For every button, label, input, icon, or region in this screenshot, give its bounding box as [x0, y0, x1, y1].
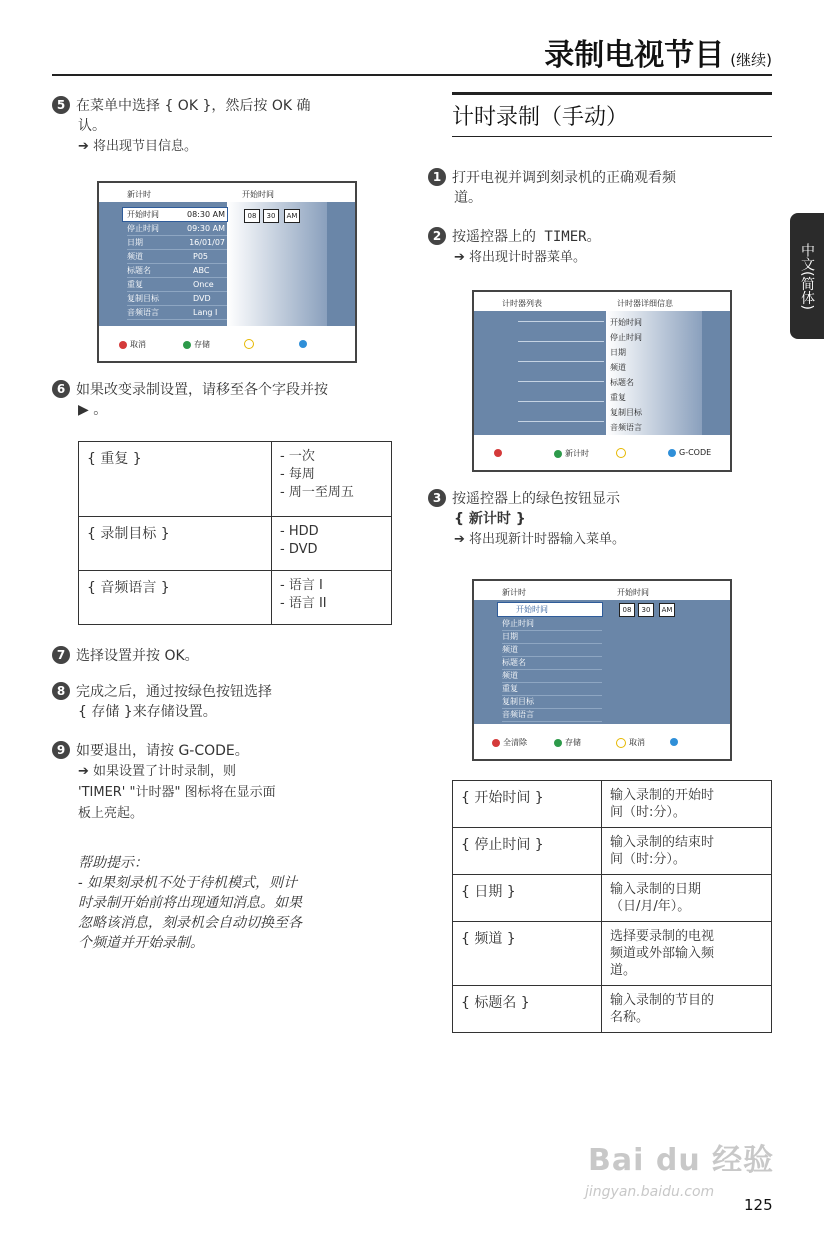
screen-col2: 计时器详细信息: [617, 299, 673, 308]
table-key: { 重复 }: [79, 442, 272, 517]
screen-footer: [474, 440, 730, 470]
menu-item[interactable]: 复制目标 DVD: [127, 292, 227, 306]
timer-detail-list: 开始时间 停止时间 日期 频道 标题名 重复 复制目标 音频语言: [610, 318, 642, 432]
red-dot-icon: [494, 449, 502, 457]
step-arrow: ➔ 如果设置了计时录制，则: [78, 764, 237, 779]
step-text: 在菜单中选择 { OK }，然后按 OK 确: [76, 98, 311, 114]
step-2: [428, 227, 773, 268]
step-text-cont: ▶ 。: [78, 402, 108, 418]
step-text-cont: 认。: [78, 118, 106, 134]
menu-item[interactable]: 日期 16/01/07: [127, 236, 227, 250]
screen-footer: [99, 331, 355, 361]
screen-header: [99, 185, 355, 199]
new-timer-input-screen: [472, 579, 732, 761]
step-number: 5: [52, 96, 70, 114]
menu-item-selected[interactable]: 开始时间 08:30 AM: [122, 207, 228, 222]
menu-item[interactable]: 日期: [502, 630, 602, 644]
green-dot-icon: [554, 739, 562, 747]
step-number: 6: [52, 380, 70, 398]
list-line: [518, 421, 604, 422]
green-option[interactable]: 新计时: [554, 448, 589, 459]
menu-item[interactable]: 停止时间 09:30 AM: [127, 222, 227, 236]
menu-item[interactable]: 频道: [502, 643, 602, 657]
step-5: [52, 96, 402, 157]
list-line: [518, 361, 604, 362]
minute-box[interactable]: 30: [263, 209, 279, 223]
tip-line: 个频道并开始录制。: [78, 935, 204, 951]
table-key: { 频道 }: [453, 922, 602, 986]
table-key: { 标题名 }: [453, 986, 602, 1033]
step-text: 选择设置并按 OK。: [76, 648, 199, 664]
table-key: { 日期 }: [453, 875, 602, 922]
step-number: 3: [428, 489, 446, 507]
step-text-cont: 道。: [454, 190, 482, 206]
green-dot-icon: [554, 450, 562, 458]
yellow-option[interactable]: [616, 448, 629, 458]
step-text: 完成之后，通过按绿色按钮选择: [76, 684, 272, 700]
table-key: { 音频语言 }: [79, 571, 272, 625]
screen-body: [474, 600, 730, 724]
red-dot-icon: [492, 739, 500, 747]
hour-box[interactable]: 08: [619, 603, 635, 617]
red-option[interactable]: 全清除: [492, 737, 527, 748]
tip-line: - 如果刻录机不处于待机模式，则计: [78, 875, 298, 891]
screen-body: [474, 311, 730, 435]
ampm-box[interactable]: AM: [659, 603, 675, 617]
menu-item[interactable]: 重复: [502, 682, 602, 696]
table-value: 输入录制的节目的 名称。: [602, 986, 772, 1033]
yellow-dot-icon: [244, 339, 254, 349]
red-dot-icon: [119, 341, 127, 349]
tip-title: 帮助提示：: [78, 855, 148, 871]
screen-body: [99, 202, 355, 326]
new-timer-screen: [97, 181, 357, 363]
step-number: 8: [52, 682, 70, 700]
step-6: [52, 380, 402, 420]
red-option[interactable]: [494, 448, 505, 457]
help-tip: [78, 853, 398, 953]
step-number: 1: [428, 168, 446, 186]
table-value: 选择要录制的电视 频道或外部输入频 道。: [602, 922, 772, 986]
step-text: 按遥控器上的绿色按钮显示: [452, 491, 620, 507]
table-values: - HDD - DVD: [272, 517, 392, 571]
green-option[interactable]: 存储: [183, 339, 210, 350]
step-text: 如要退出，请按 G-CODE。: [76, 743, 249, 759]
table-row: [453, 875, 772, 922]
step-7: [52, 646, 402, 666]
step-9: [52, 741, 402, 824]
menu-item[interactable]: 标题名 ABC: [127, 264, 227, 278]
screen-header: [474, 583, 730, 597]
table-row: [453, 922, 772, 986]
baidu-watermark: Bai du 经验: [588, 1143, 775, 1178]
table-key: { 录制目标 }: [79, 517, 272, 571]
ampm-box[interactable]: AM: [284, 209, 300, 223]
page-number: 125: [744, 1196, 773, 1214]
step-text: 如果改变录制设置，请移至各个字段并按: [76, 382, 328, 398]
step-text: 按遥控器上的 TIMER。: [452, 229, 601, 245]
step-number: 7: [52, 646, 70, 664]
blue-option[interactable]: [299, 339, 310, 348]
step-number: 9: [52, 741, 70, 759]
hour-box[interactable]: 08: [244, 209, 260, 223]
language-tab: 中文(简体): [790, 213, 824, 339]
title-subtitle: (继续): [730, 51, 772, 69]
step-number: 2: [428, 227, 446, 245]
yellow-option[interactable]: 取消: [616, 737, 645, 748]
menu-item[interactable]: 音频语言: [502, 708, 602, 722]
timer-list-screen: [472, 290, 732, 472]
fields-table: [452, 780, 772, 1033]
screen-col2: 开始时间: [242, 190, 274, 199]
section-title: 计时录制（手动）: [452, 105, 629, 130]
table-value: 输入录制的结束时 间（时:分）。: [602, 828, 772, 875]
step-text-cont: { 新计时 }: [454, 511, 526, 527]
list-line: [518, 341, 604, 342]
section-rule-top: [452, 92, 772, 95]
watermark-url: jingyan.baidu.com: [585, 1184, 715, 1200]
yellow-dot-icon: [616, 738, 626, 748]
menu-item[interactable]: 停止时间: [502, 617, 602, 631]
yellow-dot-icon: [616, 448, 626, 458]
screen-header: [474, 294, 730, 308]
screen-col1: 新计时: [502, 588, 526, 597]
table-row: [453, 781, 772, 828]
table-row: [79, 571, 392, 625]
section-rule-bottom: [452, 136, 772, 137]
table-row: [79, 442, 392, 517]
screen-col1: 新计时: [127, 190, 151, 199]
settings-table: [78, 441, 392, 625]
green-dot-icon: [183, 341, 191, 349]
step-1: [428, 168, 773, 208]
green-option[interactable]: 存储: [554, 737, 581, 748]
table-values: - 语言 I - 语言 II: [272, 571, 392, 625]
table-key: { 开始时间 }: [453, 781, 602, 828]
header-rule: [52, 74, 772, 76]
table-row: [453, 828, 772, 875]
table-value: 输入录制的开始时 间（时:分）。: [602, 781, 772, 828]
step-arrow: ➔ 将出现节目信息。: [78, 139, 198, 154]
table-row: [453, 986, 772, 1033]
blue-option[interactable]: G-CODE: [668, 448, 711, 457]
yellow-option[interactable]: [244, 339, 257, 349]
step-arrow-cont: 板上亮起。: [78, 806, 144, 821]
table-values: - 一次 - 每周 - 周一至周五: [272, 442, 392, 517]
tip-line: 忽略该消息，刻录机会自动切换至各: [78, 915, 302, 931]
table-value: 输入录制的日期 （日/月/年）。: [602, 875, 772, 922]
menu-item[interactable]: 音频语言 Lang I: [127, 306, 227, 320]
blue-dot-icon: [668, 449, 676, 457]
table-row: [79, 517, 392, 571]
red-option[interactable]: 取消: [119, 339, 146, 350]
step-8: [52, 682, 402, 722]
table-key: { 停止时间 }: [453, 828, 602, 875]
screen-footer: [474, 729, 730, 759]
screen-col1: 计时器列表: [502, 299, 542, 308]
step-arrow: ➔ 将出现新计时器输入菜单。: [454, 532, 626, 547]
menu-item[interactable]: 频道 P05: [127, 250, 227, 264]
title-text: 录制电视节目: [544, 38, 725, 73]
list-line: [518, 401, 604, 402]
menu-item[interactable]: 标题名: [502, 656, 602, 670]
step-arrow: ➔ 将出现计时器菜单。: [454, 250, 587, 265]
minute-box[interactable]: 30: [638, 603, 654, 617]
menu-item-selected[interactable]: 开始时间: [497, 602, 603, 617]
step-text: 打开电视并调到刻录机的正确观看频: [452, 170, 676, 186]
screen-col2: 开始时间: [617, 588, 649, 597]
blue-dot-icon: [670, 738, 678, 746]
menu-item[interactable]: 频道: [502, 669, 602, 683]
list-line: [518, 381, 604, 382]
step-text-cont: { 存储 }来存储设置。: [78, 704, 217, 720]
tip-line: 时录制开始前将出现通知消息。如果: [78, 895, 302, 911]
blue-option[interactable]: [670, 737, 681, 746]
menu-item[interactable]: 复制目标: [502, 695, 602, 709]
page-title: [544, 30, 772, 74]
step-3: [428, 489, 773, 550]
list-line: [518, 321, 604, 322]
blue-dot-icon: [299, 340, 307, 348]
menu-item[interactable]: 重复 Once: [127, 278, 227, 292]
step-arrow-cont: 'TIMER' "计时器" 图标将在显示面: [78, 785, 276, 800]
